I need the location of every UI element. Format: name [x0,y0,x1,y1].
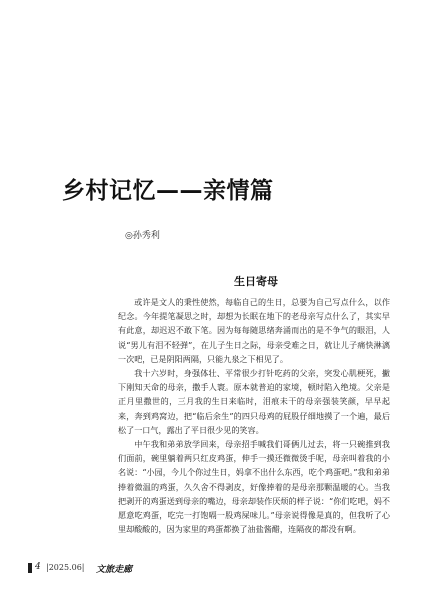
page-number: 4 [35,562,41,572]
magazine-name: 文旅走廊 [96,565,133,575]
footer-bar [28,563,32,573]
paragraph: 中午我和弟弟放学回来，母亲招手喊我们哥俩儿过去，将一只碗推到我们面前，碗里躺着两只红皮鸡蛋，伸手一摸还微微烫手呢，母亲叫着我的小名说：“小园，今儿个你过生日，妈拿不出什么东西，吃个鸡蛋吧。”我和弟弟捧着微温的鸡蛋，久久舍不得剥皮，好像捧着的是母亲那颗温暖的心。当我把剥开的鸡蛋送到母亲的嘴边，母亲却装作厌烦的样子说：“你们吃吧，妈不愿意吃鸡蛋，吃完一打饱嗝一股鸡屎味儿。”母亲说得像是真的，但我听了心里却酸酸的，因为家里的鸡蛋都换了油盐酱醋，连隔夜的都没有啊。 [118,439,390,535]
paragraph: 我十六岁时，身强体壮、平常很少打针吃药的父亲，突发心肌梗死，撇下刚知天命的母亲，撒手人寰。原本就普迫的家境，顿时陷入绝境。父亲是正月里撒世的，三月我的生日来临时，泪痕未干的母亲强装笑颜，早早起来，奔到鸡窝边，把“临后余生”的四只母鸡的屁股仔细地摸了一个遍，最后松了一口气，露出了平日很少见的笑容。 [118,368,390,435]
article-body [118,295,390,536]
issue-label: |2025.06| [46,563,85,572]
page-footer [0,562,427,574]
article-title: 乡村记忆——亲情篇 [62,178,274,204]
author-byline: ◎孙秀利 [125,231,160,241]
section-title: 生日寄母 [234,275,278,288]
paragraph: 或许是文人的秉性使然，每临自己的生日，总要为自己写点什么，以作纪念。今年提笔凝思之时，却想为长眠在地下的老母亲写点什么了，其实早有此意，却迟迟不敢下笔。因为每每随思绪奔涌而出的是不争气的眼泪，人说“男儿有泪不轻弹”，在儿子生日之际，母亲受难之日，就让儿子痛快淋漓一次吧，已是阴阳两隔，只能九泉之下相见了。 [118,297,390,364]
